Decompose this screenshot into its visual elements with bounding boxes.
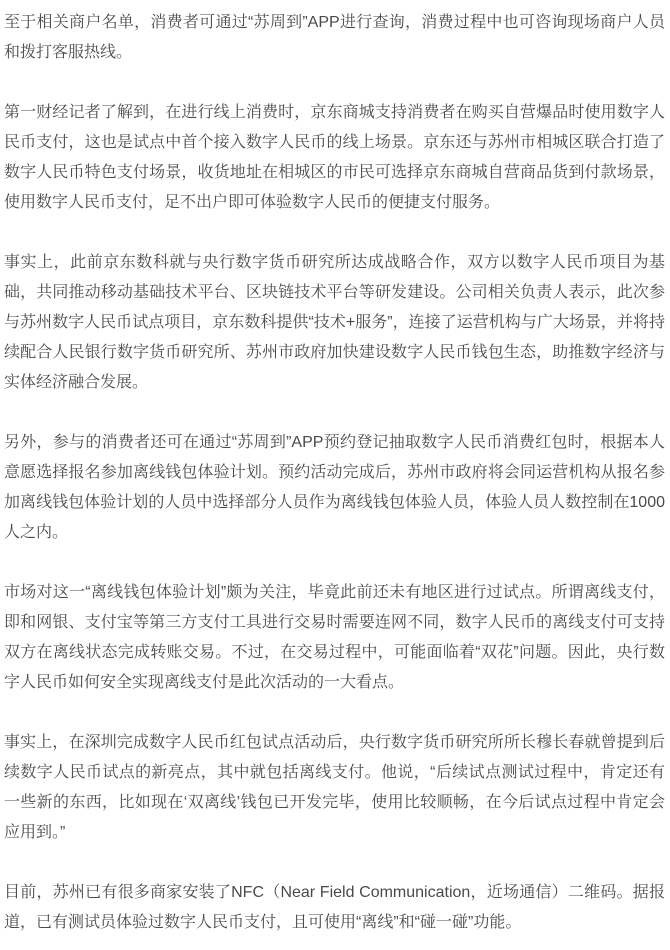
article-paragraph: 第一财经记者了解到，在进行线上消费时，京东商城支持消费者在购买自营爆品时使用数字人民币支付，这也是试点中首个接入数字人民币的线上场景。京东还与苏州市相城区联合打造了数字人民币特色支付场景，收货地址在相城区的市民可选择京东商城自营商品货到付款场景，使用数字人民币支付，足不出户即可体验数字人民币的便捷支付服务。 xyxy=(4,104,665,211)
article-paragraph: 目前，苏州已有很多商家安装了NFC（Near Field Communication，近场通信）二维码。据报道，已有测试员体验过数字人民币支付，且可使用“离线”和“碰一碰”功能。 xyxy=(4,884,665,931)
article-paragraph: 另外，参与的消费者还可在通过“苏周到”APP预约登记抽取数字人民币消费红包时，根据本人意愿选择报名参加离线钱包体验计划。预约活动完成后，苏州市政府将会同运营机构从报名参加离线钱包体验计划的人员中选择部分人员作为离线钱包体验人员，体验人员人数控制在1000人之内。 xyxy=(4,434,665,541)
article-paragraph: 至于相关商户名单，消费者可通过“苏周到”APP进行查询，消费过程中也可咨询现场商户人员和拨打客服热线。 xyxy=(4,14,665,61)
article-paragraph: 市场对这一“离线钱包体验计划”颇为关注，毕竟此前还未有地区进行过试点。所谓离线支付，即和网银、支付宝等第三方支付工具进行交易时需要连网不同，数字人民币的离线支付可支持双方在离线状态完成转账交易。不过，在交易过程中，可能面临着“双花”问题。因此，央行数字人民币如何安全实现离线支付是此次活动的一大看点。 xyxy=(4,584,665,691)
article-paragraph: 事实上，在深圳完成数字人民币红包试点活动后，央行数字货币研究所所长穆长春就曾提到后续数字人民币试点的新亮点，其中就包括离线支付。他说，“后续试点测试过程中，肯定还有一些新的东西，比如现在‘双离线’钱包已开发完毕，使用比较顺畅，在今后试点过程中肯定会应用到。” xyxy=(4,734,665,841)
article-paragraph: 事实上，此前京东数科就与央行数字货币研究所达成战略合作，双方以数字人民币项目为基础，共同推动移动基础技术平台、区块链技术平台等研发建设。公司相关负责人表示，此次参与苏州数字人民币试点项目，京东数科提供“技术+服务”，连接了运营机构与广大场景，并将持续配合人民银行数字货币研究所、苏州市政府加快建设数字人民币钱包生态，助推数字经济与实体经济融合发展。 xyxy=(4,254,665,391)
